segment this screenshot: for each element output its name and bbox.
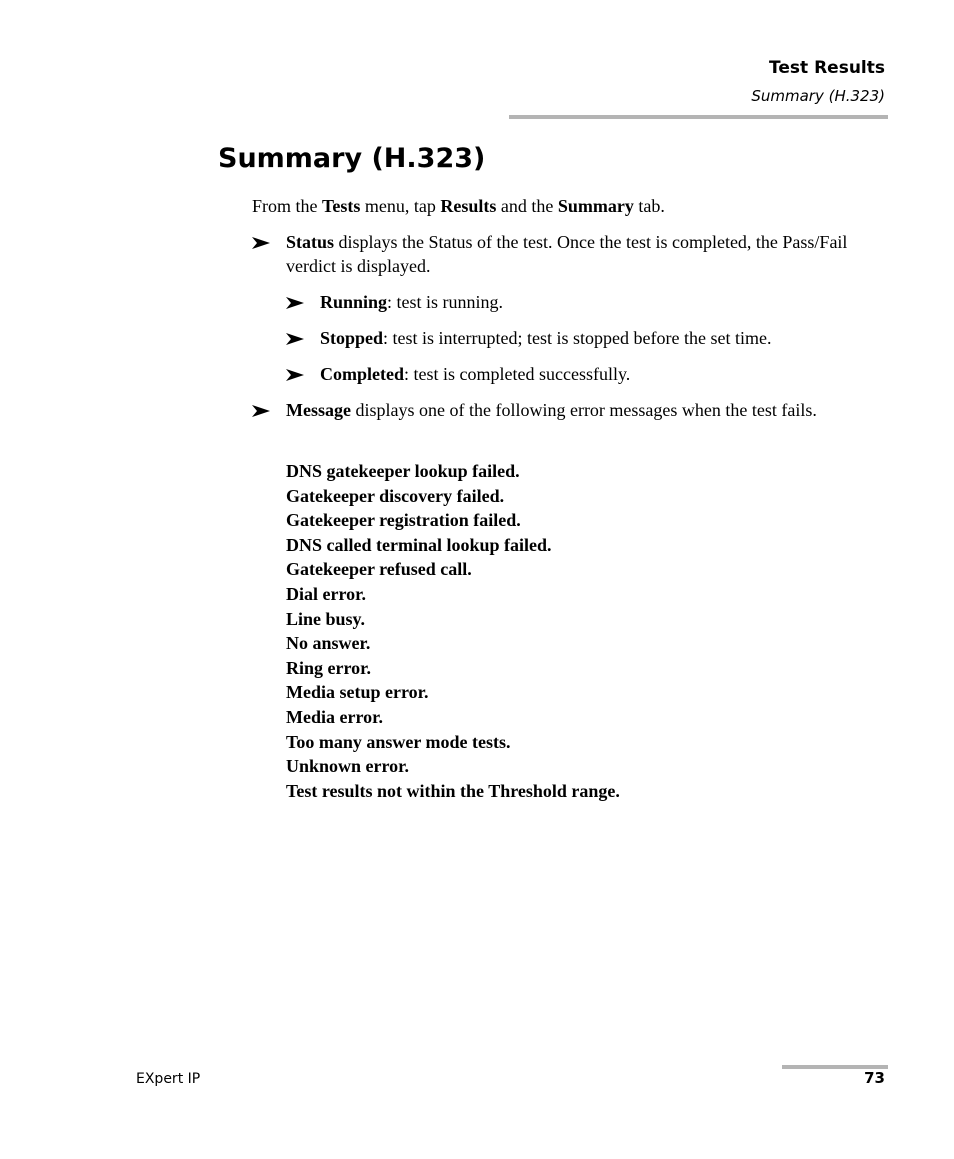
arrow-bullet-icon [252, 230, 272, 254]
error-message: Dial error. [286, 583, 366, 604]
running-header-section: Summary (H.323) [751, 87, 885, 105]
error-message-list [286, 459, 620, 803]
error-message: Unknown error. [286, 756, 410, 777]
bullet-running: Running: test is running. [286, 290, 872, 314]
bullet-stopped: Stopped: test is interrupted; test is stopped before the set time. [286, 326, 872, 350]
arrow-bullet-icon [286, 326, 306, 350]
arrow-bullet-icon [286, 362, 306, 386]
error-message: No answer. [286, 633, 371, 654]
arrow-bullet-icon [286, 290, 306, 314]
error-message: Line busy. [286, 608, 366, 629]
error-message: Gatekeeper discovery failed. [286, 485, 505, 506]
error-message: Too many answer mode tests. [286, 731, 511, 752]
error-message: DNS gatekeeper lookup failed. [286, 461, 520, 481]
bullet-status: Status displays the Status of the test. Once the test is completed, the Pass/Fail verdict is displayed. [252, 230, 872, 278]
arrow-bullet-icon [252, 398, 272, 422]
header-rule [509, 115, 888, 119]
error-message: Test results not within the Threshold range. [286, 780, 620, 801]
running-header-chapter: Test Results [769, 58, 885, 78]
page-title: Summary (H.323) [218, 143, 486, 174]
page-number: 73 [864, 1069, 885, 1087]
error-message: Media error. [286, 706, 383, 727]
error-message: Ring error. [286, 657, 371, 678]
bullet-completed: Completed: test is completed successfully. [286, 362, 872, 386]
error-message: DNS called terminal lookup failed. [286, 534, 552, 555]
footer-product-name: EXpert IP [136, 1071, 201, 1087]
bullet-message: Message displays one of the following error messages when the test fails. [252, 398, 872, 422]
error-message: Gatekeeper registration failed. [286, 510, 521, 531]
error-message: Media setup error. [286, 682, 429, 703]
error-message: Gatekeeper refused call. [286, 559, 472, 580]
intro-paragraph: From the Tests menu, tap Results and the Summary tab. [252, 196, 665, 216]
